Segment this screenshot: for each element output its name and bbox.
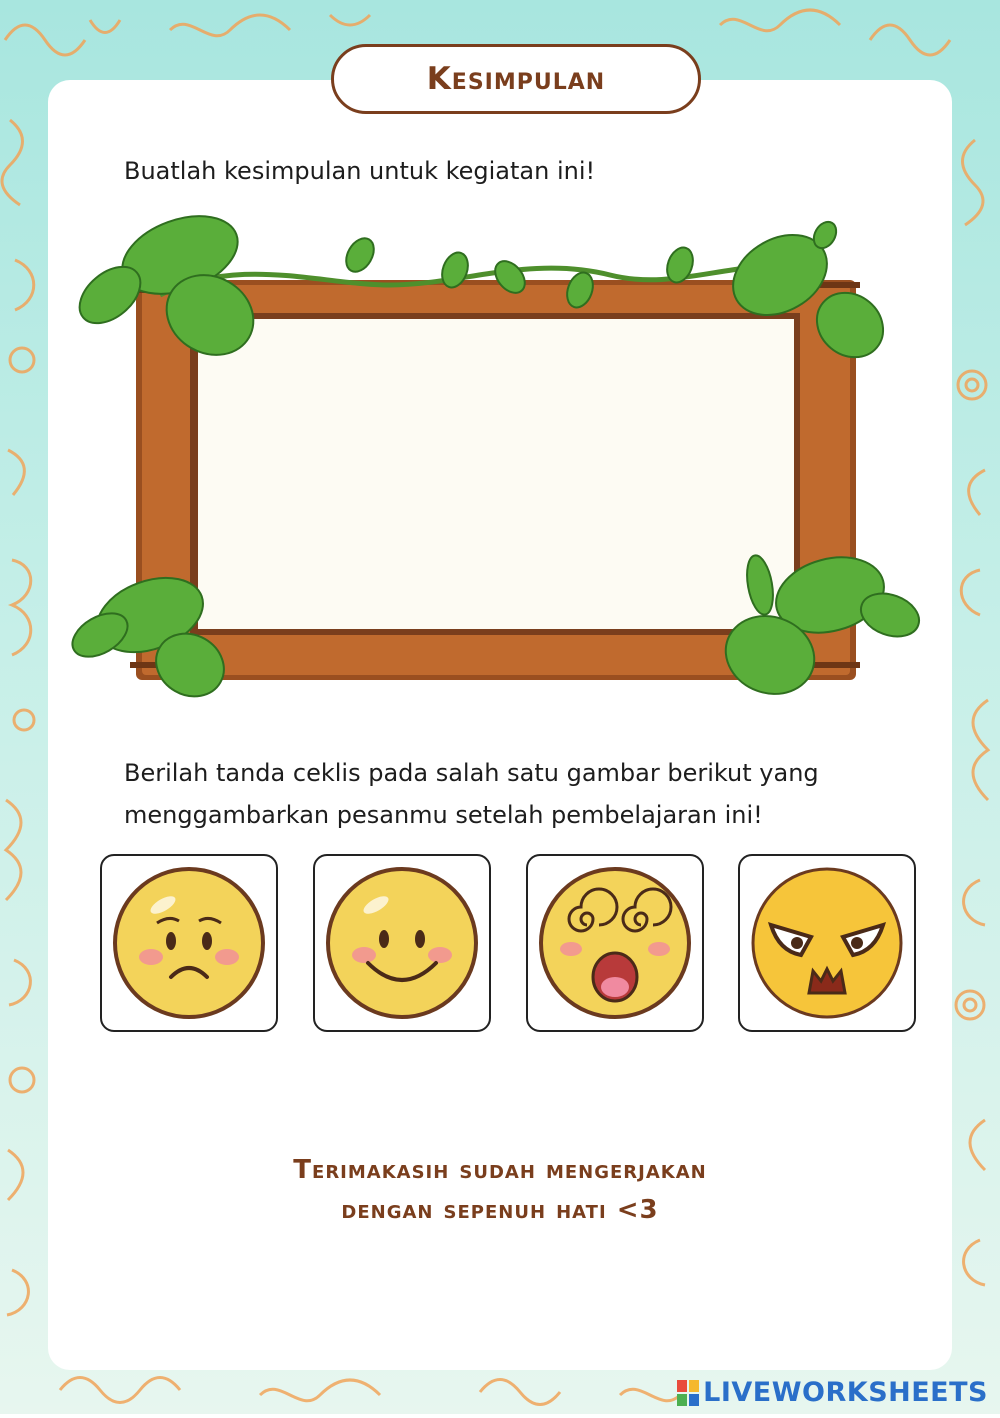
angry-face-icon [749, 865, 905, 1021]
wooden-frame-answer-box [70, 195, 930, 745]
answer-area[interactable] [198, 319, 794, 629]
title-banner [331, 44, 701, 114]
emoji-instruction-line2: menggambarkan pesanmu setelah pembelajaran ini! [124, 801, 763, 829]
thank-you-line1: Terimakasih sudah mengerjakan [293, 1155, 707, 1185]
emoji-option-sad[interactable] [100, 854, 278, 1032]
emoji-instruction-line1: Berilah tanda ceklis pada salah satu gambar berikut yang [124, 759, 819, 787]
thank-you-message [200, 1150, 800, 1230]
thank-you-line2: dengan sepenuh hati <3 [341, 1195, 659, 1225]
liveworksheets-icon [677, 1380, 699, 1406]
conclusion-instruction: Buatlah kesimpulan untuk kegiatan ini! [124, 157, 596, 185]
emoji-option-happy[interactable] [313, 854, 491, 1032]
dizzy-shocked-face-icon [537, 865, 693, 1021]
brand-name: LIVEWORKSHEETS [703, 1377, 988, 1408]
emoji-option-dizzy[interactable] [526, 854, 704, 1032]
emoji-option-angry[interactable] [738, 854, 916, 1032]
sad-face-icon [111, 865, 267, 1021]
happy-face-icon [324, 865, 480, 1021]
page-title: Kesimpulan [426, 61, 606, 97]
liveworksheets-logo[interactable] [677, 1377, 988, 1408]
